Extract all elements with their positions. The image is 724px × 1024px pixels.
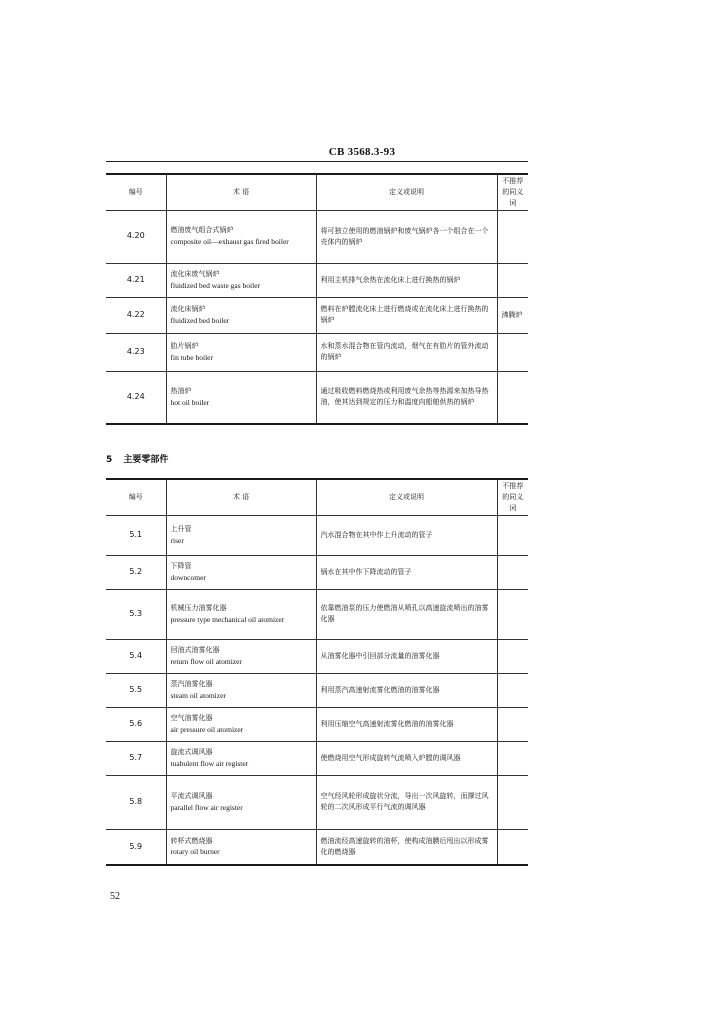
term-chinese: 平流式调风器 xyxy=(170,791,213,800)
term-chinese: 转杯式燃烧器 xyxy=(170,836,213,845)
term-chinese: 下降管 xyxy=(170,561,192,570)
term-chinese: 热油炉 xyxy=(170,387,192,396)
col-header-not-recommended: 不推荐的同义词 xyxy=(497,479,528,515)
term-cell xyxy=(166,297,316,333)
term-english: tuabulent flow air register xyxy=(170,758,249,768)
table-row xyxy=(106,263,528,297)
table-row xyxy=(106,775,528,829)
term-number: 5.7 xyxy=(106,741,166,775)
definition-cell: 将可独立使用的燃油锅炉和废气锅炉各一个组合在一个壳体内的锅炉 xyxy=(316,210,497,263)
term-english: return flow oil atomizer xyxy=(170,656,242,666)
term-number: 4.24 xyxy=(106,371,166,424)
term-chinese: 蒸汽油雾化器 xyxy=(170,679,213,688)
term-english: steam oil atomizer xyxy=(170,690,226,700)
term-english: fluidized bed boiler xyxy=(170,315,230,325)
term-english: pressure type mechanical oil atomizer xyxy=(170,614,285,624)
term-english: downcomer xyxy=(170,572,206,582)
term-number: 4.21 xyxy=(106,263,166,297)
col-header-definition: 定义或说明 xyxy=(316,479,497,515)
synonym-cell xyxy=(497,741,528,775)
term-english: riser xyxy=(170,535,184,545)
table-row xyxy=(106,707,528,741)
term-cell xyxy=(166,589,316,639)
synonym-cell xyxy=(497,333,528,371)
term-number: 5.3 xyxy=(106,589,166,639)
term-cell xyxy=(166,555,316,589)
term-cell xyxy=(166,333,316,371)
term-cell xyxy=(166,707,316,741)
col-header-number: 编号 xyxy=(106,174,166,210)
term-number: 5.9 xyxy=(106,829,166,865)
table-row xyxy=(106,673,528,707)
term-chinese: 空气油雾化器 xyxy=(170,713,213,722)
term-english: hot oil boiler xyxy=(170,397,210,407)
term-cell xyxy=(166,829,316,865)
term-cell xyxy=(166,371,316,424)
term-chinese: 流化床废气锅炉 xyxy=(170,269,220,278)
section-heading xyxy=(106,452,168,465)
table-row xyxy=(106,333,528,371)
table-row xyxy=(106,589,528,639)
definition-cell: 利用蒸汽高速射流雾化燃油的油雾化器 xyxy=(316,673,497,707)
definition-cell: 水和蒸水混合物在管内流动，烟气在有肋片的管外流动的锅炉 xyxy=(316,333,497,371)
term-number: 4.23 xyxy=(106,333,166,371)
term-cell xyxy=(166,210,316,263)
term-english: fin tube boiler xyxy=(170,352,213,362)
synonym-cell xyxy=(497,555,528,589)
term-english: fluidized bed waste gas boiler xyxy=(170,280,261,290)
table-row xyxy=(106,829,528,865)
term-number: 5.5 xyxy=(106,673,166,707)
term-cell xyxy=(166,741,316,775)
header-rule xyxy=(106,161,528,162)
synonym-cell xyxy=(497,210,528,263)
section-title: 主要零部件 xyxy=(123,455,169,465)
terms-table-4 xyxy=(106,173,528,425)
definition-cell: 利用主机排气余热在流化床上进行换热的锅炉 xyxy=(316,263,497,297)
synonym-cell xyxy=(497,371,528,424)
term-number: 5.6 xyxy=(106,707,166,741)
term-cell xyxy=(166,775,316,829)
term-chinese: 机械压力油雾化器 xyxy=(170,603,227,612)
col-header-number: 编号 xyxy=(106,479,166,515)
table-row xyxy=(106,639,528,673)
term-cell xyxy=(166,515,316,555)
term-cell xyxy=(166,673,316,707)
term-chinese: 燃油废气组合式锅炉 xyxy=(170,226,234,235)
term-number: 5.4 xyxy=(106,639,166,673)
synonym-cell: 沸腾炉 xyxy=(497,297,528,333)
synonym-cell xyxy=(497,829,528,865)
definition-cell: 利用压缩空气高速射流雾化燃油的油雾化器 xyxy=(316,707,497,741)
terms-table-5 xyxy=(106,478,528,866)
synonym-cell xyxy=(497,263,528,297)
definition-cell: 依靠燃油泵的压力使燃油从喷孔以高速旋流喷出的油雾化器 xyxy=(316,589,497,639)
table-row xyxy=(106,210,528,263)
synonym-cell xyxy=(497,707,528,741)
term-chinese: 回油式油雾化器 xyxy=(170,645,220,654)
term-chinese: 流化床锅炉 xyxy=(170,304,206,313)
page-number: 52 xyxy=(110,891,120,902)
col-header-term: 术 语 xyxy=(166,479,316,515)
table-header-row xyxy=(106,174,528,210)
table-row xyxy=(106,741,528,775)
section-number: 5 xyxy=(106,455,113,465)
table-row xyxy=(106,297,528,333)
definition-cell: 从油雾化器中引回部分流量的油雾化器 xyxy=(316,639,497,673)
term-number: 4.22 xyxy=(106,297,166,333)
term-chinese: 旋流式调风器 xyxy=(170,747,213,756)
definition-cell: 汽水混合物在其中作上升流动的管子 xyxy=(316,515,497,555)
term-english: parallel flow air register xyxy=(170,802,243,812)
synonym-cell xyxy=(497,515,528,555)
table-row xyxy=(106,515,528,555)
table-header-row xyxy=(106,479,528,515)
definition-cell: 锅水在其中作下降流动的管子 xyxy=(316,555,497,589)
definition-cell: 空气经风轮形成旋状分流，导出一次风旋转，而撑过风轮的二次风形成平行气流的调风器 xyxy=(316,775,497,829)
term-english: rotary oil burner xyxy=(170,847,220,857)
term-english: air pressure oil atomizer xyxy=(170,724,244,734)
term-number: 5.8 xyxy=(106,775,166,829)
definition-cell: 燃料在炉膛流化床上进行燃烧或在流化床上进行换热的锅炉 xyxy=(316,297,497,333)
term-english: composite oil—exhaust gas fired boiler xyxy=(170,237,289,247)
table-row xyxy=(106,371,528,424)
table-row xyxy=(106,555,528,589)
term-number: 5.1 xyxy=(106,515,166,555)
col-header-term: 术 语 xyxy=(166,174,316,210)
definition-cell: 通过吸收燃料燃烧热或利用废气余热等热源来加热导热油，使其达到规定的压力和温度向船舶供热的锅炉 xyxy=(316,371,497,424)
definition-cell: 燃油流经高速旋转的油杯，使构成油膜后甩出以形成雾化的燃烧器 xyxy=(316,829,497,865)
synonym-cell xyxy=(497,775,528,829)
term-number: 4.20 xyxy=(106,210,166,263)
synonym-cell xyxy=(497,673,528,707)
term-number: 5.2 xyxy=(106,555,166,589)
term-cell xyxy=(166,263,316,297)
document-code: CB 3568.3-93 xyxy=(328,146,396,158)
synonym-cell xyxy=(497,639,528,673)
col-header-not-recommended: 不推荐的同义词 xyxy=(497,174,528,210)
term-chinese: 肋片锅炉 xyxy=(170,341,199,350)
definition-cell: 使燃烧用空气形成旋转气流喷入炉膛的调风器 xyxy=(316,741,497,775)
col-header-definition: 定义或说明 xyxy=(316,174,497,210)
term-chinese: 上升管 xyxy=(170,524,192,533)
term-cell xyxy=(166,639,316,673)
synonym-cell xyxy=(497,589,528,639)
